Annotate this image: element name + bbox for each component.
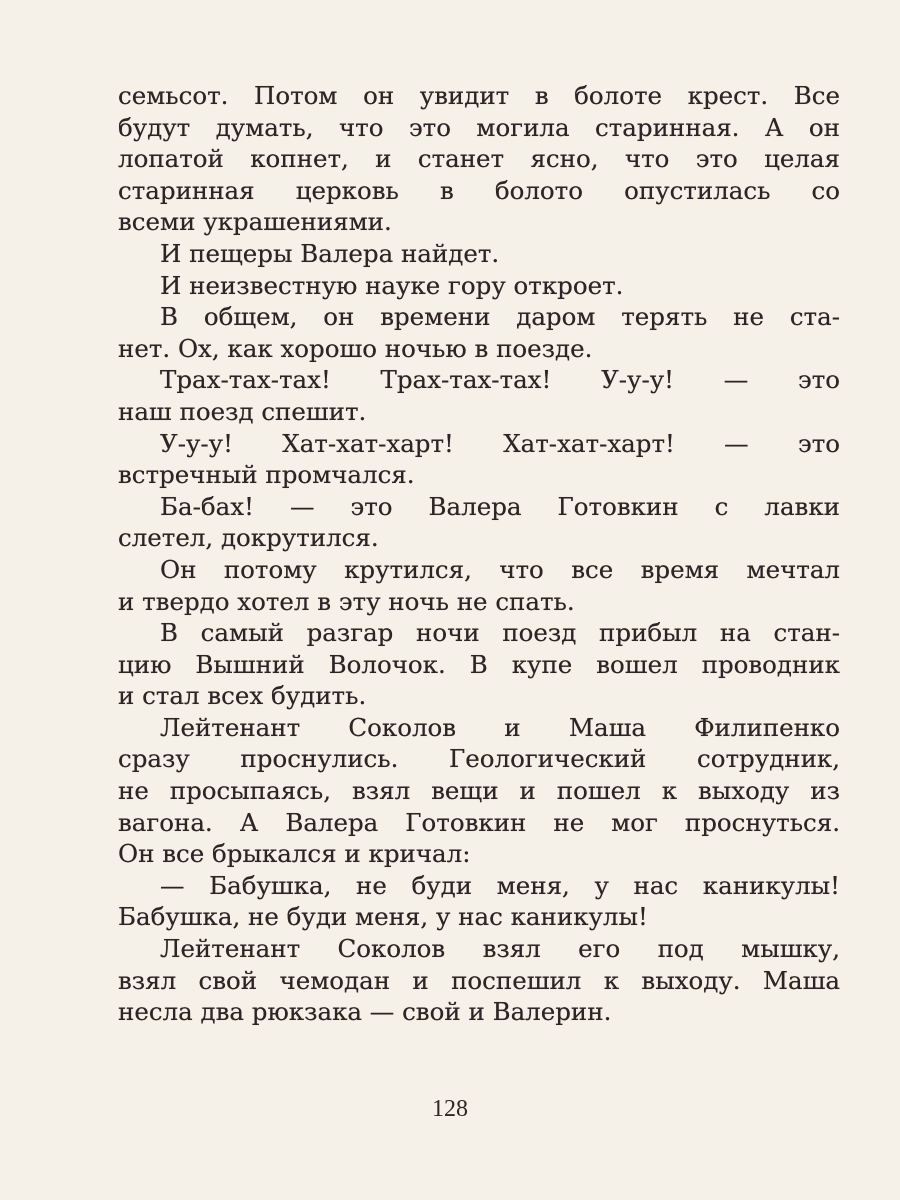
text-line: И неизвестную науке гору откроет. (160, 270, 624, 300)
paragraph (118, 428, 840, 491)
text-line: Трах-тах-тах! Трах-тах-тах! У-у-у! — это (160, 365, 840, 395)
text-line: вагона. А Валера Готовкин не мог проснуться. (118, 807, 840, 837)
text-line: Ба-бах! — это Валера Готовкин с лавки (160, 491, 840, 521)
text-line: В самый разгар ночи поезд прибыл на стан- (160, 618, 840, 648)
text-line: несла два рюкзака — свой и Валерин. (118, 997, 612, 1027)
paragraph (118, 364, 840, 427)
text-line: В общем, он времени даром терять не ста- (160, 302, 840, 332)
paragraph (118, 870, 840, 933)
page-number: 128 (432, 1096, 468, 1122)
text-line: сразу проснулись. Геологический сотрудник, (118, 744, 840, 774)
text-line: цию Вышний Волочок. В купе вошел проводник (118, 649, 840, 679)
text-line: и твердо хотел в эту ночь не спать. (118, 586, 575, 616)
text-line: взял свой чемодан и поспешил к выходу. Маша (118, 965, 840, 995)
text-line: Он потому крутился, что все время мечтал (160, 554, 840, 584)
paragraph (118, 491, 840, 554)
text-line: будут думать, что это могила старинная. А он (118, 112, 840, 142)
paragraph (118, 80, 840, 238)
paragraph (118, 617, 840, 712)
paragraph (118, 270, 840, 302)
paragraph (118, 933, 840, 1028)
text-line: У-у-у! Хат-хат-харт! Хат-хат-харт! — это (160, 428, 840, 458)
text-line: Бабушка, не буди меня, у нас каникулы! (118, 902, 648, 932)
text-line: и стал всех будить. (118, 681, 367, 711)
text-line: встречный промчался. (118, 460, 415, 490)
text-line: наш поезд спешит. (118, 396, 367, 426)
text-line: семьсот. Потом он увидит в болоте крест. Все (118, 81, 840, 110)
text-line: всеми украшениями. (118, 207, 392, 237)
text-line: не просыпаясь, взял вещи и пошел к выходу из (118, 776, 840, 806)
text-line: слетел, докрутился. (118, 523, 379, 553)
text-line: Он все брыкался и кричал: (118, 839, 471, 869)
paragraph (118, 712, 840, 870)
page-body-text (118, 80, 840, 1028)
text-line: Лейтенант Соколов и Маша Филипенко (160, 712, 840, 742)
paragraph (118, 238, 840, 270)
text-line: нет. Ох, как хорошо ночью в поезде. (118, 333, 593, 363)
paragraph (118, 301, 840, 364)
text-line: лопатой копнет, и станет ясно, что это целая (118, 144, 840, 174)
paragraph (118, 554, 840, 617)
text-line: И пещеры Валера найдет. (160, 238, 500, 268)
text-line: — Бабушка, не буди меня, у нас каникулы! (160, 870, 840, 900)
text-line: старинная церковь в болото опустилась со (118, 175, 840, 205)
text-line: Лейтенант Соколов взял его под мышку, (160, 934, 840, 964)
